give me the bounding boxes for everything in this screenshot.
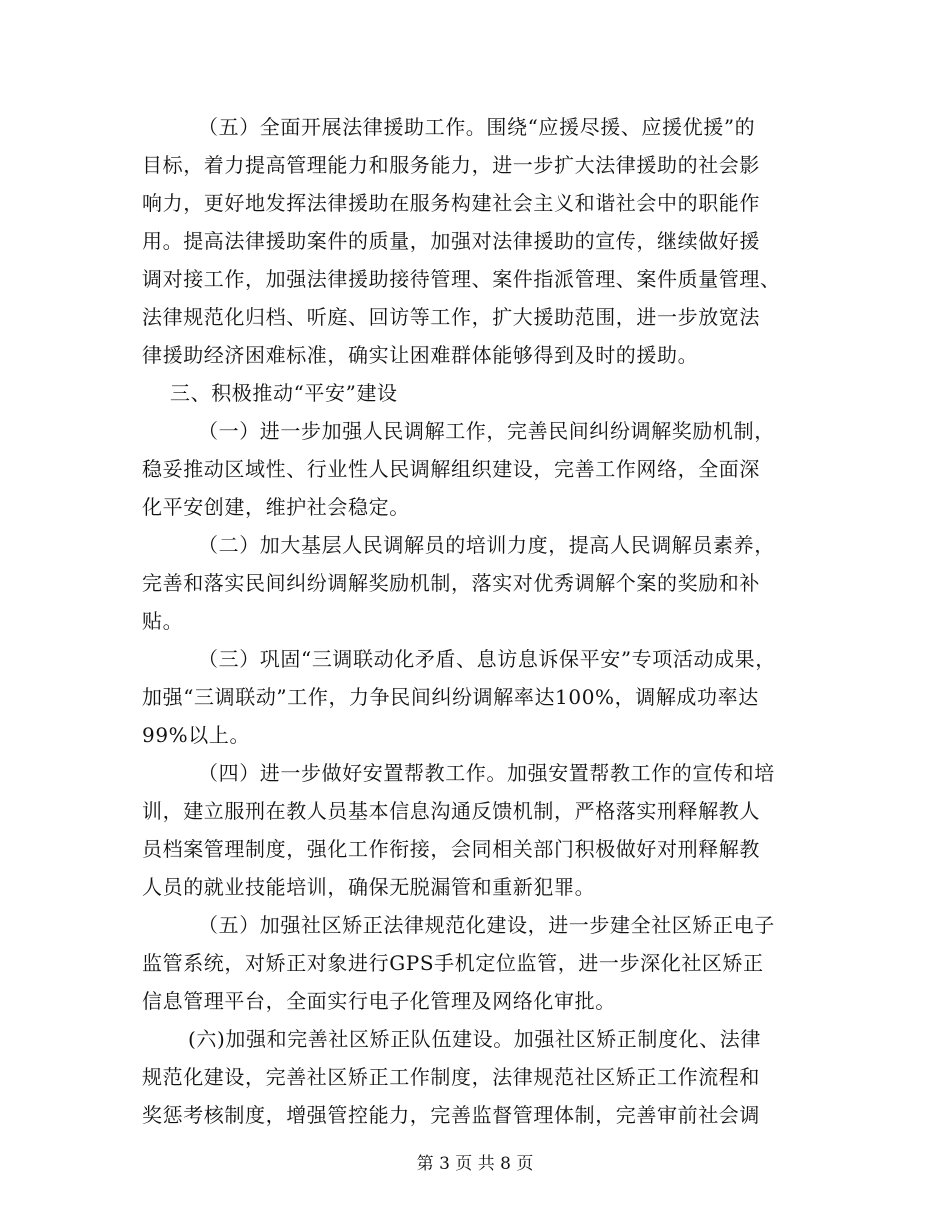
- paragraph-line: 训，建立服刑在教人员基本信息沟通反馈机制，严格落实刑释解教人: [142, 799, 760, 823]
- paragraph-line: 调对接工作，加强法律援助接待管理、案件指派管理、案件质量管理、: [142, 267, 781, 291]
- paragraph-line: 完善和落实民间纠纷调解奖励机制，落实对优秀调解个案的奖励和补: [142, 571, 760, 595]
- paragraph-line: 信息管理平台，全面实行电子化管理及网络化审批。: [142, 989, 616, 1013]
- paragraph-line: （一）进一步加强人民调解工作，完善民间纠纷调解奖励机制，: [198, 419, 775, 443]
- paragraph-line: 奖惩考核制度，增强管控能力，完善监督管理体制，完善审前社会调: [142, 1103, 760, 1127]
- paragraph-line: 法律规范化归档、听庭、回访等工作，扩大援助范围，进一步放宽法: [142, 305, 760, 329]
- paragraph-line: （三）巩固“三调联动化矛盾、息访息诉保平安”专项活动成果，: [198, 647, 776, 671]
- paragraph-line: 贴。: [142, 609, 184, 633]
- paragraph-line: 目标，着力提高管理能力和服务能力，进一步扩大法律援助的社会影: [142, 153, 760, 177]
- paragraph-line: 员档案管理制度，强化工作衔接，会同相关部门积极做好对刑释解教: [142, 837, 760, 861]
- paragraph-line: 化平安创建，维护社会稳定。: [142, 495, 410, 519]
- paragraph-line: 加强“三调联动”工作，力争民间纠纷调解率达100%，调解成功率达: [142, 685, 759, 709]
- paragraph-line: 99%以上。: [142, 723, 251, 747]
- paragraph-line: （二）加大基层人民调解员的培训力度，提高人民调解员素养，: [198, 533, 775, 557]
- paragraph-line: (六)加强和完善社区矫正队伍建设。加强社区矫正制度化、法律: [188, 1027, 762, 1051]
- page-number-footer: 第 3 页 共 8 页: [416, 1154, 534, 1174]
- paragraph-line: 响力，更好地发挥法律援助在服务构建社会主义和谐社会中的职能作: [142, 191, 760, 215]
- paragraph-line: （五）全面开展法律援助工作。围绕“应援尽援、应援优援”的: [198, 115, 756, 139]
- paragraph-line: 监管系统，对矫正对象进行GPS手机定位监管，进一步深化社区矫正: [142, 951, 764, 975]
- section-heading: 三、积极推动“平安”建设: [170, 381, 398, 405]
- paragraph-line: （五）加强社区矫正法律规范化建设，进一步建全社区矫正电子: [198, 913, 775, 937]
- paragraph-line: 人员的就业技能培训，确保无脱漏管和重新犯罪。: [142, 875, 596, 899]
- paragraph-line: 用。提高法律援助案件的质量，加强对法律援助的宣传，继续做好援: [142, 229, 760, 253]
- paragraph-line: 规范化建设，完善社区矫正工作制度，法律规范社区矫正工作流程和: [142, 1065, 760, 1089]
- paragraph-line: （四）进一步做好安置帮教工作。加强安置帮教工作的宣传和培: [198, 761, 775, 785]
- paragraph-line: 律援助经济困难标准，确实让困难群体能够得到及时的援助。: [142, 343, 699, 367]
- paragraph-line: 稳妥推动区域性、行业性人民调解组织建设，完善工作网络，全面深: [142, 457, 760, 481]
